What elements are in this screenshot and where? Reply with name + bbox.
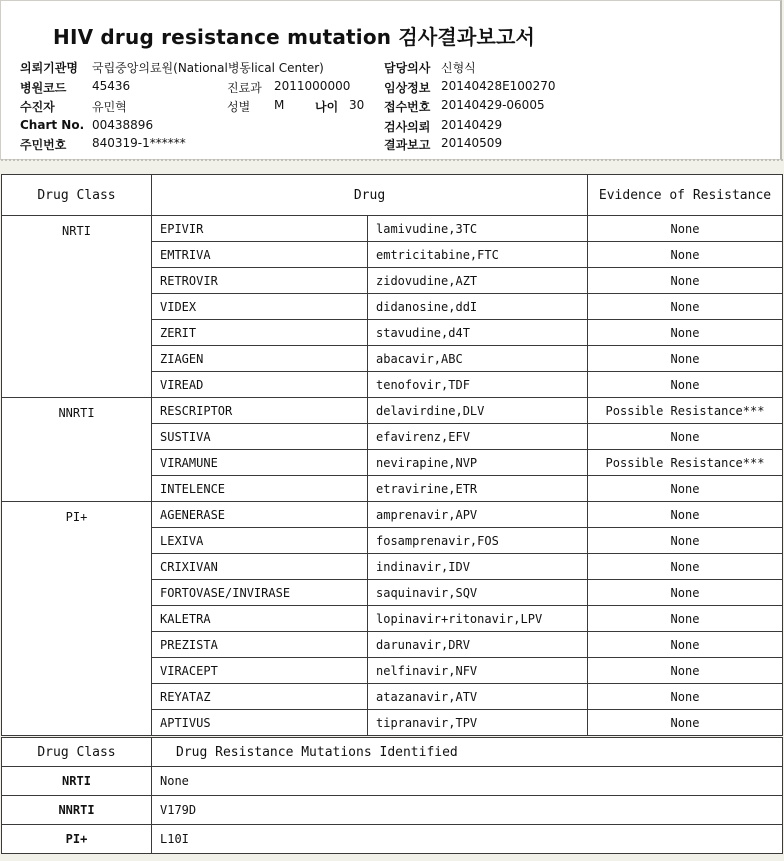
drug-generic-cell: lamivudine,3TC — [368, 216, 588, 242]
mutation-value-cell: V179D — [152, 796, 783, 825]
drug-brand-cell: VIREAD — [152, 372, 368, 398]
evidence-cell: None — [588, 424, 783, 450]
drug-brand-cell: ZERIT — [152, 320, 368, 346]
mutation-table-header — [2, 738, 783, 767]
doctor-value: 신형식 — [441, 61, 476, 75]
evidence-cell: None — [588, 502, 783, 528]
department-label: 진료과 — [227, 81, 262, 95]
drug-generic-cell: tenofovir,TDF — [368, 372, 588, 398]
table-row — [2, 216, 783, 242]
drug-brand-cell: APTIVUS — [152, 710, 368, 736]
drug-generic-cell: emtricitabine,FTC — [368, 242, 588, 268]
drug-brand-cell: KALETRA — [152, 606, 368, 632]
evidence-cell: None — [588, 606, 783, 632]
evidence-cell: None — [588, 294, 783, 320]
resistance-table — [1, 174, 783, 736]
drug-brand-cell: CRIXIVAN — [152, 554, 368, 580]
mutation-value-cell: None — [152, 767, 783, 796]
evidence-cell: None — [588, 632, 783, 658]
evidence-cell: None — [588, 476, 783, 502]
evidence-cell: None — [588, 554, 783, 580]
drug-generic-cell: abacavir,ABC — [368, 346, 588, 372]
header-evidence: Evidence of Resistance — [588, 175, 783, 216]
department-value: 2011000000 — [274, 79, 351, 93]
hospital-code-value: 45436 — [92, 79, 131, 93]
doctor-label: 담당의사 — [384, 61, 431, 75]
evidence-cell: None — [588, 658, 783, 684]
resident-no-label: 주민번호 — [20, 138, 67, 152]
dotted-divider — [0, 158, 784, 162]
mutation-header-mutations: Drug Resistance Mutations Identified — [152, 738, 783, 767]
drug-brand-cell: FORTOVASE/INVIRASE — [152, 580, 368, 606]
drug-brand-cell: REYATAZ — [152, 684, 368, 710]
header-drug: Drug — [152, 175, 588, 216]
drug-generic-cell: saquinavir,SQV — [368, 580, 588, 606]
drug-generic-cell: stavudine,d4T — [368, 320, 588, 346]
drug-generic-cell: fosamprenavir,FOS — [368, 528, 588, 554]
drug-generic-cell: zidovudine,AZT — [368, 268, 588, 294]
drug-brand-cell: PREZISTA — [152, 632, 368, 658]
drug-generic-cell: lopinavir+ritonavir,LPV — [368, 606, 588, 632]
evidence-cell: None — [588, 528, 783, 554]
resident-no-value: 840319-1****** — [92, 136, 186, 150]
drug-generic-cell: etravirine,ETR — [368, 476, 588, 502]
mutation-value-cell: L10I — [152, 825, 783, 854]
table-row — [2, 767, 783, 796]
drug-brand-cell: EMTRIVA — [152, 242, 368, 268]
age-value: 30 — [349, 98, 365, 112]
drug-brand-cell: INTELENCE — [152, 476, 368, 502]
evidence-cell: None — [588, 320, 783, 346]
evidence-cell: None — [588, 710, 783, 736]
drug-generic-cell: atazanavir,ATV — [368, 684, 588, 710]
report-title: HIV drug resistance mutation 검사결과보고서 — [53, 25, 536, 49]
evidence-cell: None — [588, 346, 783, 372]
drug-brand-cell: AGENERASE — [152, 502, 368, 528]
drug-generic-cell: delavirdine,DLV — [368, 398, 588, 424]
drug-brand-cell: ZIAGEN — [152, 346, 368, 372]
report-date-value: 20140509 — [441, 136, 503, 150]
request-date-label: 검사의뢰 — [384, 120, 431, 134]
chart-no-value: 00438896 — [92, 118, 154, 132]
mutation-table — [1, 737, 783, 854]
drug-class-cell: PI+ — [2, 502, 152, 736]
drug-brand-cell: RETROVIR — [152, 268, 368, 294]
sex-label: 성별 — [227, 100, 251, 114]
request-date-value: 20140429 — [441, 118, 503, 132]
drug-brand-cell: VIRAMUNE — [152, 450, 368, 476]
mutation-class-cell: PI+ — [2, 825, 152, 854]
institution-value: 국립중앙의료원(National병동lical Center) — [92, 61, 324, 75]
mutation-header-drug-class: Drug Class — [2, 738, 152, 767]
evidence-cell: None — [588, 684, 783, 710]
recipient-value: 유민혁 — [92, 100, 127, 114]
clinical-info-label: 임상정보 — [384, 81, 431, 95]
drug-class-cell: NNRTI — [2, 398, 152, 502]
receipt-no-label: 접수번호 — [384, 100, 431, 114]
age-label: 나이 — [315, 100, 339, 114]
mutation-class-cell: NNRTI — [2, 796, 152, 825]
drug-brand-cell: LEXIVA — [152, 528, 368, 554]
drug-class-cell: NRTI — [2, 216, 152, 398]
drug-generic-cell: tipranavir,TPV — [368, 710, 588, 736]
drug-generic-cell: amprenavir,APV — [368, 502, 588, 528]
table-row — [2, 502, 783, 528]
drug-generic-cell: darunavir,DRV — [368, 632, 588, 658]
evidence-cell: Possible Resistance*** — [588, 450, 783, 476]
table-row — [2, 796, 783, 825]
mutation-class-cell: NRTI — [2, 767, 152, 796]
drug-brand-cell: SUSTIVA — [152, 424, 368, 450]
evidence-cell: None — [588, 372, 783, 398]
drug-brand-cell: RESCRIPTOR — [152, 398, 368, 424]
hospital-code-label: 병원코드 — [20, 81, 67, 95]
receipt-no-value: 20140429-06005 — [441, 98, 545, 112]
evidence-cell: None — [588, 242, 783, 268]
header-drug-class: Drug Class — [2, 175, 152, 216]
drug-brand-cell: EPIVIR — [152, 216, 368, 242]
drug-generic-cell: nelfinavir,NFV — [368, 658, 588, 684]
report-header — [0, 0, 782, 160]
report-date-label: 결과보고 — [384, 138, 431, 152]
drug-generic-cell: nevirapine,NVP — [368, 450, 588, 476]
drug-brand-cell: VIDEX — [152, 294, 368, 320]
chart-no-label: Chart No. — [20, 118, 85, 132]
evidence-cell: Possible Resistance*** — [588, 398, 783, 424]
sex-value: M — [274, 98, 285, 112]
evidence-cell: None — [588, 216, 783, 242]
drug-generic-cell: didanosine,ddI — [368, 294, 588, 320]
drug-generic-cell: indinavir,IDV — [368, 554, 588, 580]
clinical-info-value: 20140428E100270 — [441, 79, 556, 93]
table-row — [2, 825, 783, 854]
resistance-table-header — [2, 175, 783, 216]
evidence-cell: None — [588, 580, 783, 606]
drug-generic-cell: efavirenz,EFV — [368, 424, 588, 450]
recipient-label: 수진자 — [20, 100, 55, 114]
table-row — [2, 398, 783, 424]
drug-brand-cell: VIRACEPT — [152, 658, 368, 684]
evidence-cell: None — [588, 268, 783, 294]
institution-label: 의뢰기관명 — [20, 61, 78, 75]
